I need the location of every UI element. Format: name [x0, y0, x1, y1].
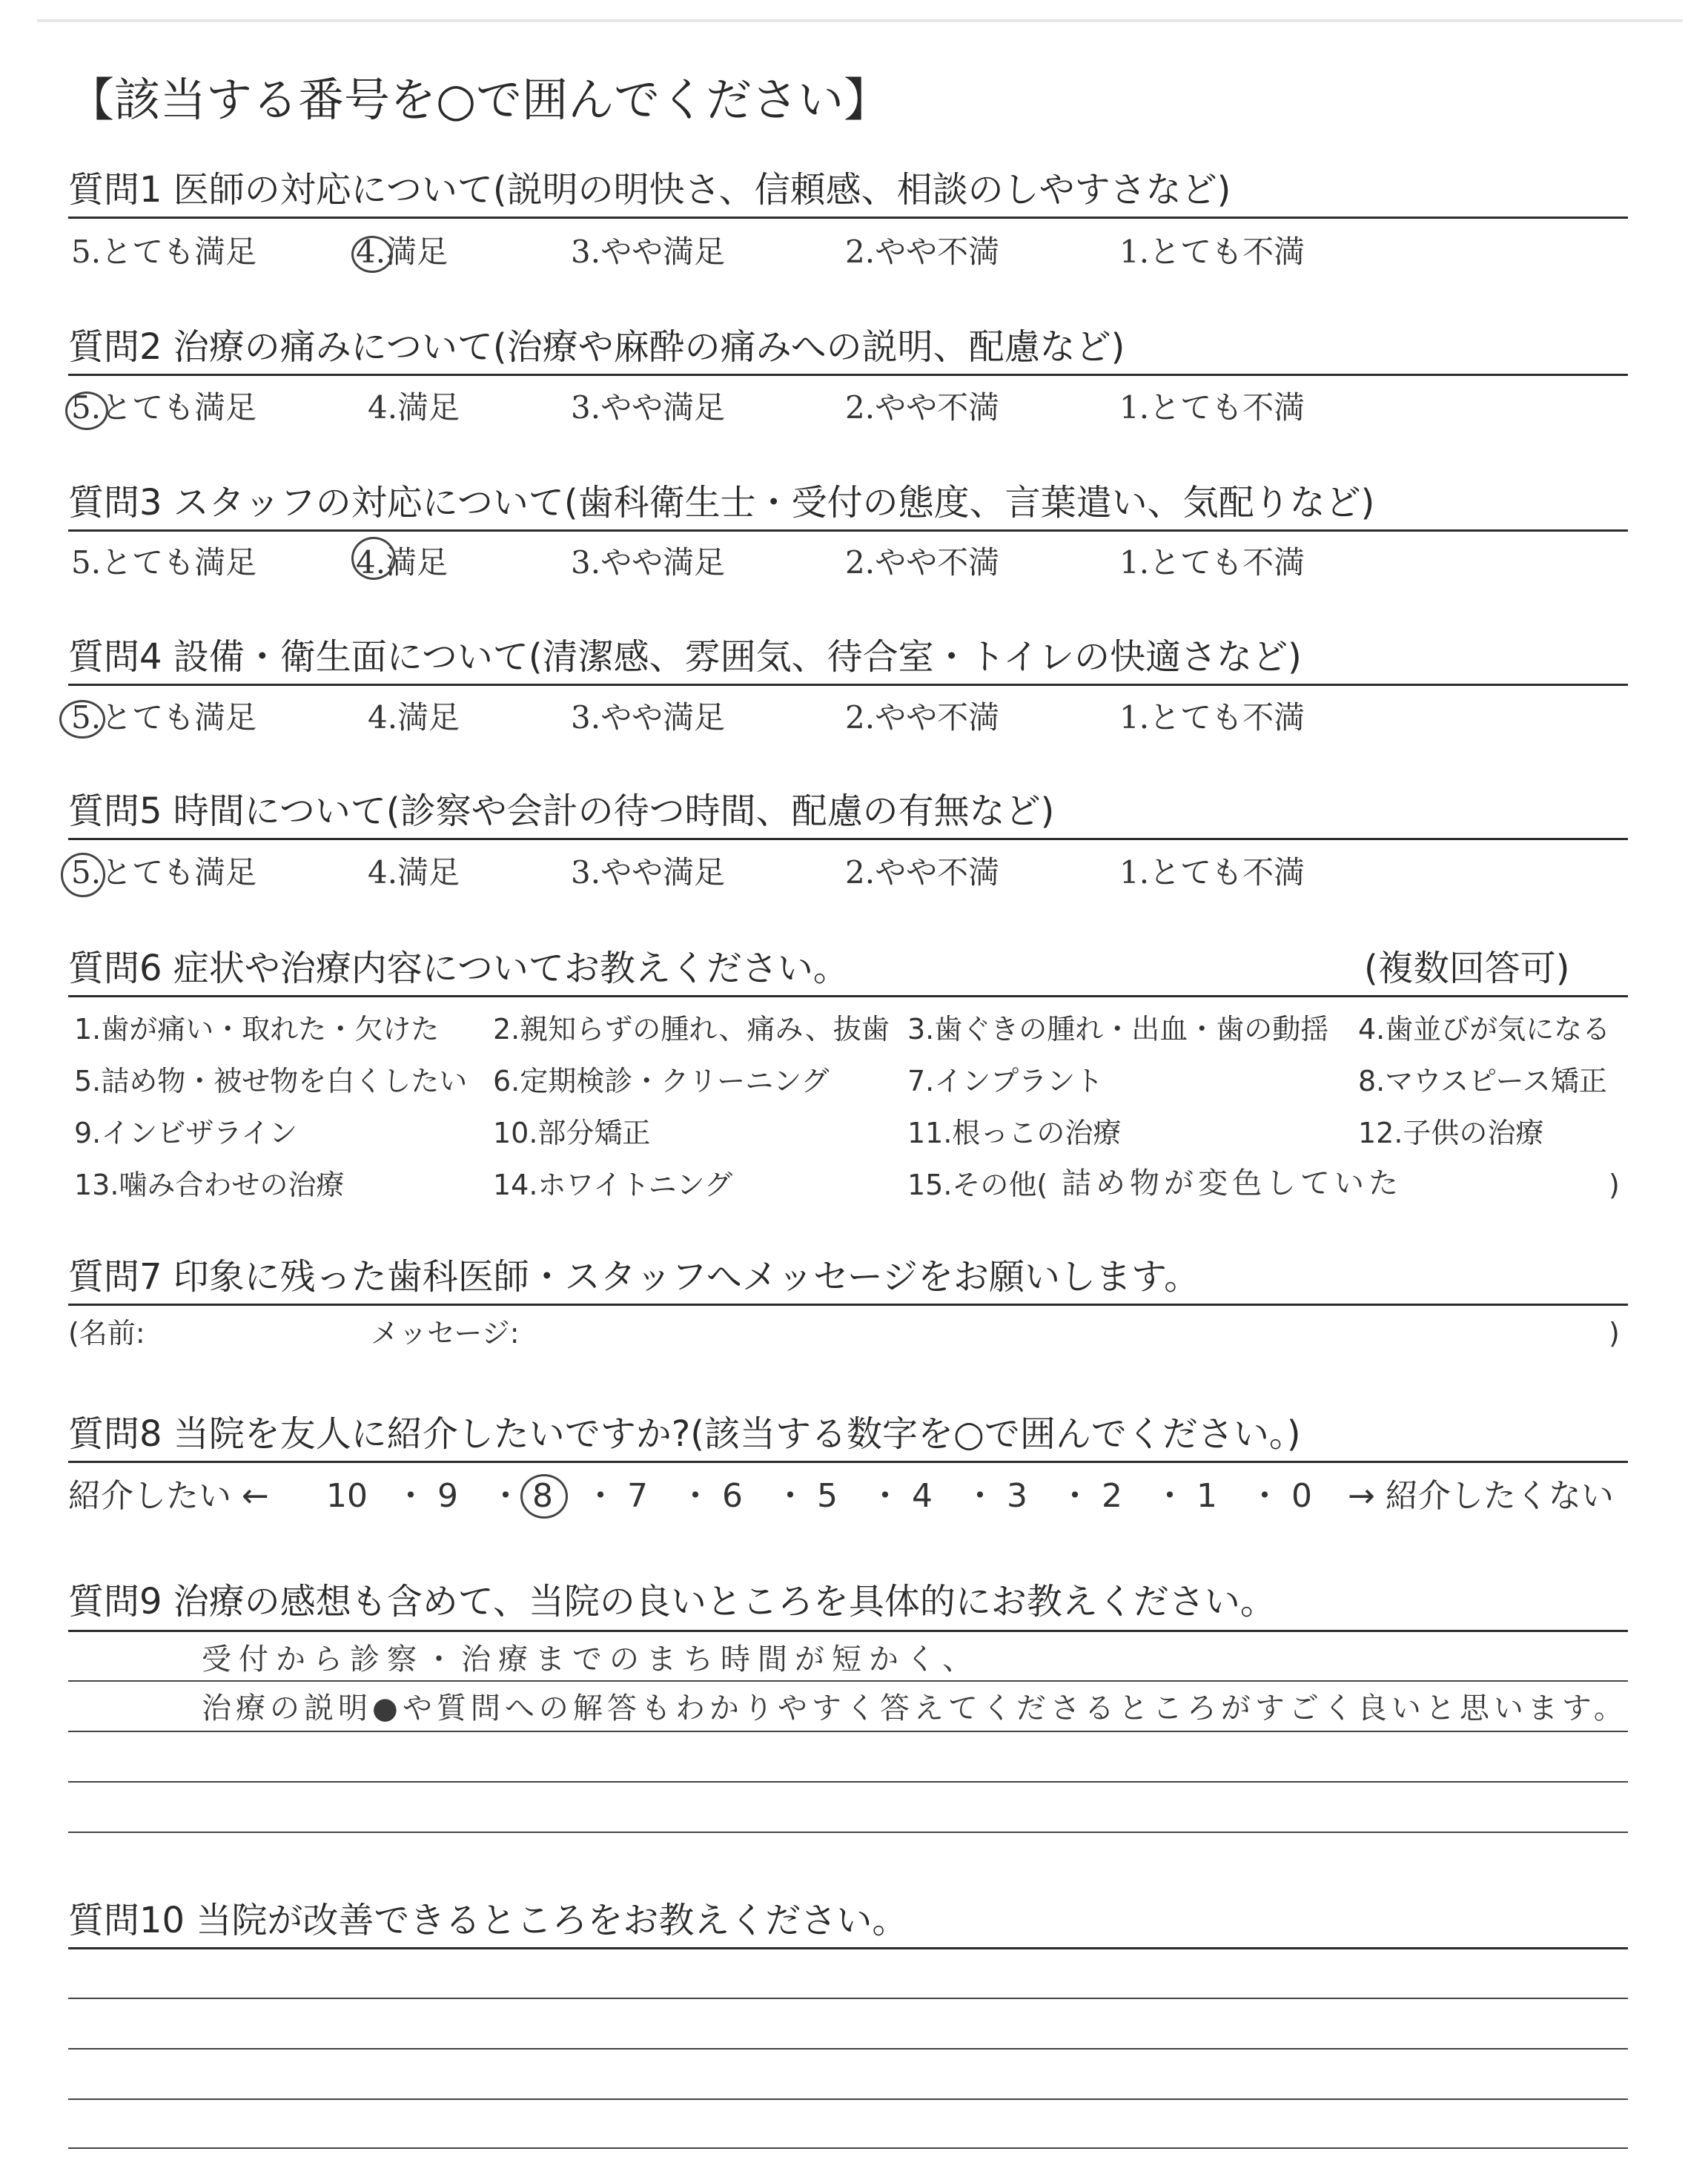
q8-right-label: → 紹介したくない [1348, 1477, 1614, 1515]
q6-option-7[interactable]: 7.インプラント [907, 1065, 1104, 1097]
q6-option-5[interactable]: 5.詰め物・被せ物を白くしたい [74, 1065, 468, 1097]
q1-option-3[interactable]: 3.やや満足 [571, 234, 726, 270]
q8-scale-0[interactable]: 0 [1291, 1477, 1312, 1515]
q8-scale-dot: ・ [489, 1477, 522, 1515]
q2-option-5[interactable]: 5.とても満足 [71, 389, 257, 426]
question-9-label: 質問9 治療の感想も含めて、当院の良いところを具体的にお教えください。 [68, 1581, 1276, 1622]
q8-scale-dot: ・ [679, 1477, 712, 1515]
q1-option-4[interactable]: 4.満足 [356, 234, 448, 270]
q7-close: ) [1609, 1317, 1620, 1350]
question-2-rule [68, 374, 1628, 376]
q8-scale-6[interactable]: 6 [722, 1477, 743, 1515]
q6-option-15[interactable]: 15.その他( [907, 1169, 1048, 1201]
q10-rule [68, 2147, 1628, 2149]
q6-option-8[interactable]: 8.マウスピース矯正 [1358, 1065, 1607, 1097]
q9-answer-line-1[interactable]: 受付から診察・治療までのまち時間が短かく、 [202, 1642, 980, 1677]
q8-scale-2[interactable]: 2 [1102, 1477, 1122, 1515]
question-7-rule [68, 1304, 1628, 1306]
q10-rule [68, 2048, 1628, 2050]
question-1-rule [68, 217, 1628, 219]
q9-rule [68, 1680, 1628, 1682]
page-title: 【該当する番号を○で囲んでください】 [68, 73, 890, 127]
q3-option-3[interactable]: 3.やや満足 [571, 544, 726, 581]
question-3-label: 質問3 スタッフの対応について(歯科衛生士・受付の態度、言葉遣い、気配りなど) [68, 482, 1375, 524]
question-8-label: 質問8 当院を友人に紹介したいですか?(該当する数字を○で囲んでください。) [68, 1413, 1301, 1455]
q9-rule [68, 1630, 1628, 1632]
q2-option-2[interactable]: 2.やや不満 [845, 389, 1000, 426]
q8-scale-4[interactable]: 4 [912, 1477, 933, 1515]
q6-option-1[interactable]: 1.歯が痛い・取れた・欠けた [74, 1013, 440, 1046]
q1-option-2[interactable]: 2.やや不満 [845, 234, 1000, 270]
q6-option-9[interactable]: 9.インビザライン [74, 1117, 298, 1149]
q5-option-1[interactable]: 1.とても不満 [1119, 854, 1305, 891]
q6-option-4[interactable]: 4.歯並びが気になる [1358, 1013, 1611, 1046]
q5-option-2[interactable]: 2.やや不満 [845, 854, 1000, 891]
q6-option-13[interactable]: 13.噛み合わせの治療 [74, 1169, 345, 1201]
q9-answer-line-2[interactable]: 治療の説明●や質問への解答もわかりやすく答えてくださるところがすごく良いと思います。 [202, 1691, 1628, 1725]
q10-rule [68, 2098, 1628, 2100]
question-4-label: 質問4 設備・衛生面について(清潔感、雰囲気、待合室・トイレの快適さなど) [68, 636, 1302, 678]
question-10-label: 質問10 当院が改善できるところをお教えください。 [68, 1900, 908, 1941]
q8-scale-1[interactable]: 1 [1196, 1477, 1217, 1515]
question-1-label: 質問1 医師の対応について(説明の明快さ、信頼感、相談のしやすさなど) [68, 169, 1231, 211]
q9-rule [68, 1731, 1628, 1732]
q6-option-11[interactable]: 11.根っこの治療 [907, 1117, 1122, 1149]
selection-circle [65, 392, 108, 430]
q8-scale-10[interactable]: 10 [326, 1477, 368, 1515]
q6-option-6[interactable]: 6.定期検診・クリーニング [493, 1065, 830, 1097]
q1-option-5[interactable]: 5.とても満足 [71, 234, 257, 270]
selection-circle [520, 1474, 568, 1519]
q7-name-label: (名前: [68, 1317, 145, 1350]
question-2-label: 質問2 治療の痛みについて(治療や麻酔の痛みへの説明、配慮など) [68, 326, 1125, 368]
q4-option-2[interactable]: 2.やや不満 [845, 699, 1000, 736]
q3-option-4[interactable]: 4.満足 [356, 544, 448, 581]
q4-option-4[interactable]: 4.満足 [368, 699, 460, 736]
q6-option-2[interactable]: 2.親知らずの腫れ、痛み、抜歯 [493, 1013, 890, 1046]
q8-scale-8[interactable]: 8 [532, 1477, 553, 1515]
q6-option-10[interactable]: 10.部分矯正 [493, 1117, 651, 1149]
selection-circle [61, 853, 105, 897]
q2-option-1[interactable]: 1.とても不満 [1119, 389, 1305, 426]
question-4-rule [68, 684, 1628, 686]
q6-other-close: ) [1609, 1169, 1620, 1201]
q8-scale-dot: ・ [394, 1477, 427, 1515]
question-8-rule [68, 1461, 1628, 1463]
q8-scale-dot: ・ [584, 1477, 617, 1515]
q1-option-1[interactable]: 1.とても不満 [1119, 234, 1305, 270]
question-6-label: 質問6 症状や治療内容についてお教えください。 [68, 948, 849, 989]
q10-rule [68, 1947, 1628, 1949]
question-5-label: 質問5 時間について(診察や会計の待つ時間、配慮の有無など) [68, 790, 1055, 832]
q6-option-14[interactable]: 14.ホワイトニング [493, 1169, 733, 1201]
q4-option-1[interactable]: 1.とても不満 [1119, 699, 1305, 736]
selection-circle [351, 537, 396, 580]
q8-scale-dot: ・ [1248, 1477, 1281, 1515]
question-6-note: (複数回答可) [1364, 948, 1570, 989]
q8-scale-7[interactable]: 7 [627, 1477, 648, 1515]
question-6-rule [68, 995, 1628, 997]
q5-option-5[interactable]: 5.とても満足 [71, 854, 257, 891]
q8-scale-dot: ・ [1059, 1477, 1091, 1515]
q9-rule [68, 1781, 1628, 1783]
question-7-label: 質問7 印象に残った歯科医師・スタッフへメッセージをお願いします。 [68, 1256, 1200, 1298]
q8-scale-3[interactable]: 3 [1007, 1477, 1027, 1515]
q3-option-5[interactable]: 5.とても満足 [71, 544, 257, 581]
q5-option-4[interactable]: 4.満足 [368, 854, 460, 891]
q8-scale-9[interactable]: 9 [437, 1477, 458, 1515]
q2-option-3[interactable]: 3.やや満足 [571, 389, 726, 426]
q6-other-handwritten[interactable]: 詰め物が変色していた [1062, 1166, 1403, 1200]
q10-rule [68, 1998, 1628, 1999]
q7-message-label: メッセージ: [371, 1317, 520, 1350]
q8-scale-dot: ・ [869, 1477, 901, 1515]
q8-scale-5[interactable]: 5 [817, 1477, 838, 1515]
q2-option-4[interactable]: 4.満足 [368, 389, 460, 426]
top-border [37, 19, 1683, 22]
q8-scale-dot: ・ [774, 1477, 807, 1515]
q8-scale-dot: ・ [1153, 1477, 1186, 1515]
q4-option-5[interactable]: 5.とても満足 [71, 699, 257, 736]
question-5-rule [68, 838, 1628, 840]
question-3-rule [68, 529, 1628, 532]
q5-option-3[interactable]: 3.やや満足 [571, 854, 726, 891]
selection-circle [351, 236, 393, 273]
q4-option-3[interactable]: 3.やや満足 [571, 699, 726, 736]
q8-scale-dot: ・ [964, 1477, 996, 1515]
q6-option-12[interactable]: 12.子供の治療 [1358, 1117, 1544, 1149]
q3-option-2[interactable]: 2.やや不満 [845, 544, 1000, 581]
q8-left-label: 紹介したい ← [68, 1477, 269, 1515]
q6-option-3[interactable]: 3.歯ぐきの腫れ・出血・歯の動揺 [907, 1013, 1329, 1046]
q3-option-1[interactable]: 1.とても不満 [1119, 544, 1305, 581]
q9-rule [68, 1832, 1628, 1833]
selection-circle [59, 700, 105, 739]
